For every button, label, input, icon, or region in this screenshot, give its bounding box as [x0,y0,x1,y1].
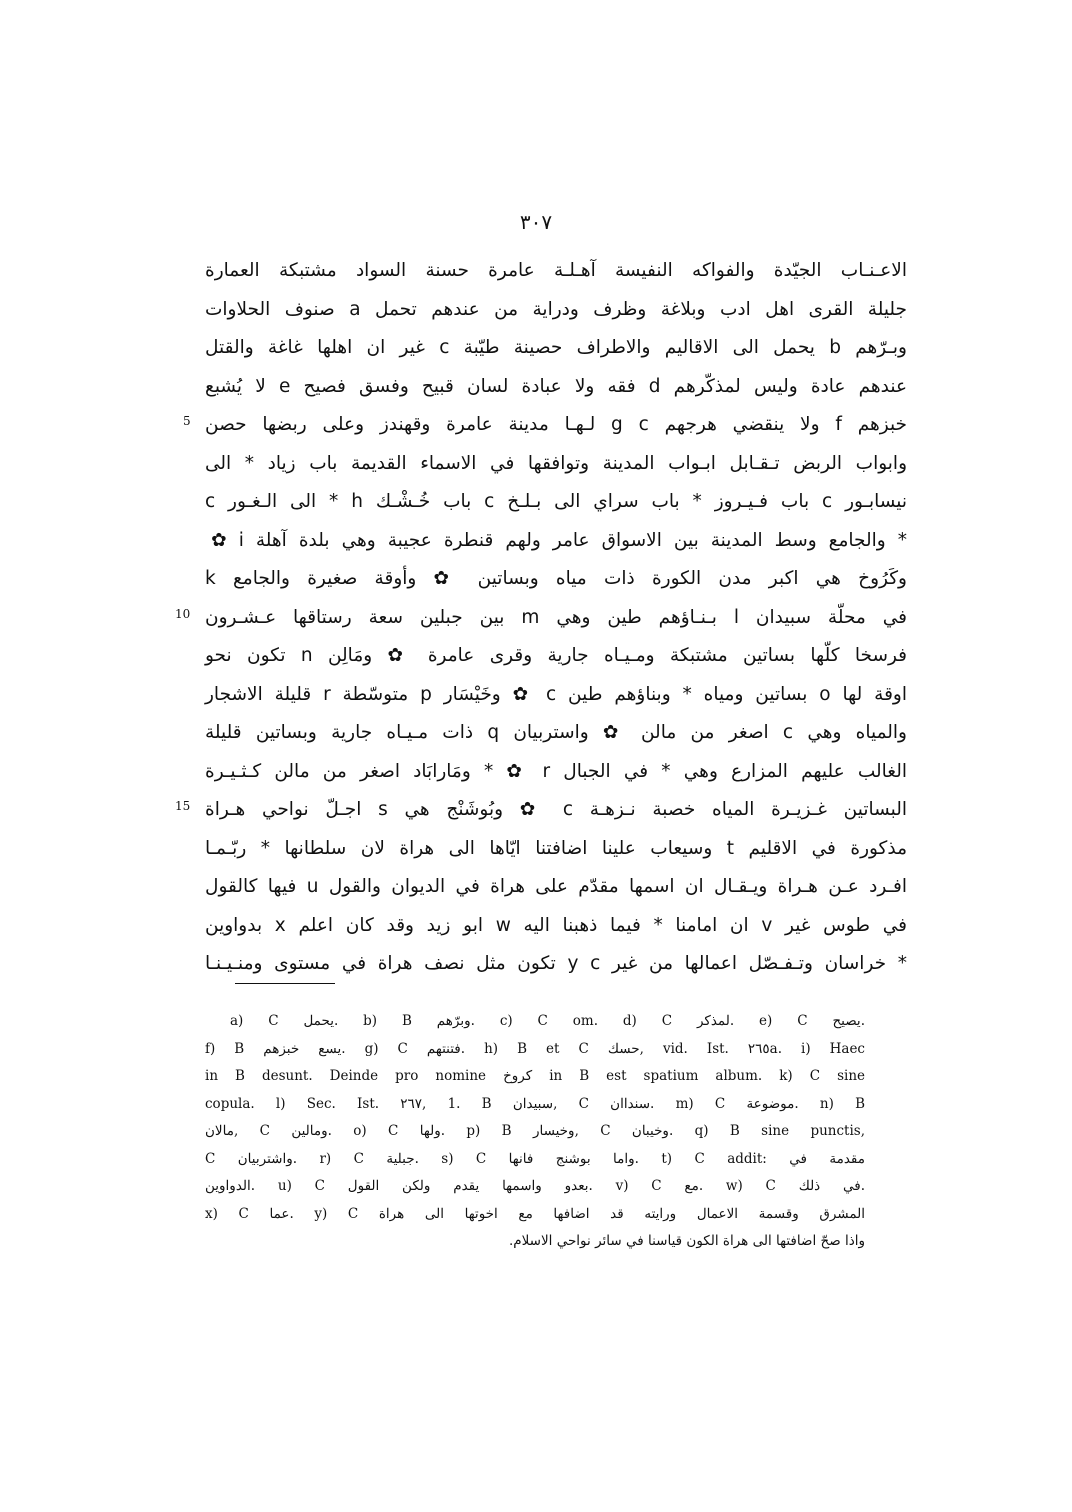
line-number: 15 [175,799,191,813]
text-line: مذكورة في الاقليم t وسيعاب علينا اضافتنا ايّاها الى هراة لان سلطانها * ربّـمـا [205,837,907,859]
text-line: عندهم عادة وليس لمذكّرهم d فقه ولا عبادة لسان قبيح وفسق فصيح e لا يُشبع [205,375,907,397]
text-line: فرسخا كلّها بساتين مشتبكة ومـيـاه جارية وقرى عامرة ✿ ومَالِن n تكون نحو [205,645,908,666]
footnote-line: copula. l) Sec. Ist. ٢٦٧, 1. B سبيدان, C سنداان. m) C موضوعة. n) B [205,1095,866,1112]
text-line: في طوس غير v ان امامنا * فيما ذهبنا اليه w ابو زيد وقد كان اعلم x بدواوين [205,914,907,936]
footnote-line: a) C يحمل. b) B وبرّهم. c) C om. d) C لمذكر. e) C يصيح. [230,1013,865,1029]
text-line: وكَرُوخ هي اكبر مدن الكورة ذات مياه وبساتين ✿ وأوقة صغيرة والجامع k [205,568,907,589]
text-line: البساتين غـزيـرة المياه خصبة نـزهـة c ✿ وبُوشَنْج هي s اجـلّ نواحي هـراة 15 [205,791,907,830]
text-line: نيسابـور c باب فـيـروز * باب سراي الى بـلـخ c باب خُـشْـك h * الى الـغـور c [205,491,908,512]
text-line: الاعـنـاب الجيّدة والفواكه النفيسة آهـلـة عامرة حسنة السواد مشتبكة العمارة [205,260,907,281]
text-line: * والجامع وسط المدينة بين الاسواق عامر ولهم قنطرة عجيبة وهي بلدة آهلة i ✿ [205,529,907,551]
text-line: وبـرّهم b يحمل الى الاقاليم والاطراف حصينة طيّبة c غير ان اهلها غاغة والقتل [205,337,907,358]
page-number: ٣٠٧ [519,210,553,234]
footnote-line: C واشتربيان. r) C جبلية. s) C واما بوشنج فانها. t) C addit: مقدمة في [205,1150,865,1167]
footnote-line: f) B يسع خبزهم. g) C فتنتهم. h) B et C حسك, vid. Ist. ٢٦٥a. i) Haec [205,1040,865,1057]
text-line: افـرد عـن هـراة ويـقـال ان اسمها مقدّم على هراة في الديوان والقول u فيها كالقول [205,876,907,897]
footnotes [205,1008,865,1256]
line-number: 10 [175,606,191,621]
text-line: * خراسان وتـفـصّل اعمالها من غير y c تكون مثل نصف هراة في مستوى ومنـيـنـا [205,953,907,974]
line-number: 5 [183,414,191,428]
text-line: الغالب عليهم المزارع وهي * في الجبال r ✿ * ومَارابَاد اصغر من مالن كـثـيـرة [205,760,907,782]
text-line: اوقة لها o بساتين ومياه * وبناؤهم طين c ✿ وخَيْسَار p متوسّطة r قليلة الاشجار [205,683,907,705]
text-line: والمياه وهي c اصغر من مالن ✿ واستربيان q ذات مـيـاه جارية وبساتين قليلة [205,722,907,743]
footnote-divider [235,983,335,984]
text-line: خبزهم f ولا ينقضي هرجهم g c لـهـا مدينة عامرة وقهندز وعلى ربضها حصن 5 [205,406,907,445]
text-line: في محلّة سبيدان l بـنـاؤهم طين وهي m بين جبلين سعة رستاقها عـشـرون 10 [205,599,907,638]
footnote-line: مالان, C ومالين. o) C ولها. p) B وخيسار, C وخيبان. q) B sine punctis, [205,1123,866,1139]
main-text [175,252,908,984]
footnote-line: in B desunt. Deinde pro nomine كروخ in B est spatium album. k) C sine [205,1068,866,1084]
text-line: جليلة القرى اهل ادب وبلاغة وظرف ودراية من عندهم تحمل a صنوف الحلاوات [205,298,907,320]
footnote-line: واذا صحّ اضافتها الى هراة الكون قياسنا في سائر نواحي الاسلام. [508,1233,865,1249]
footnote-line: الدواوين. u) C بعدو واسمها يقدم ولكن القول. v) C مع. w) C في ذلك. [205,1178,865,1194]
footnote-line: x) C عما. y) C المشرق وقسمة الاعمال ورايته قد اضافها مع اخوتها الى هراة [205,1205,865,1222]
text-line: وابواب الربض تـقـابل ابـواب المدينة وتوافقها في الاسماء القديمة باب زياد * الى [205,452,907,474]
